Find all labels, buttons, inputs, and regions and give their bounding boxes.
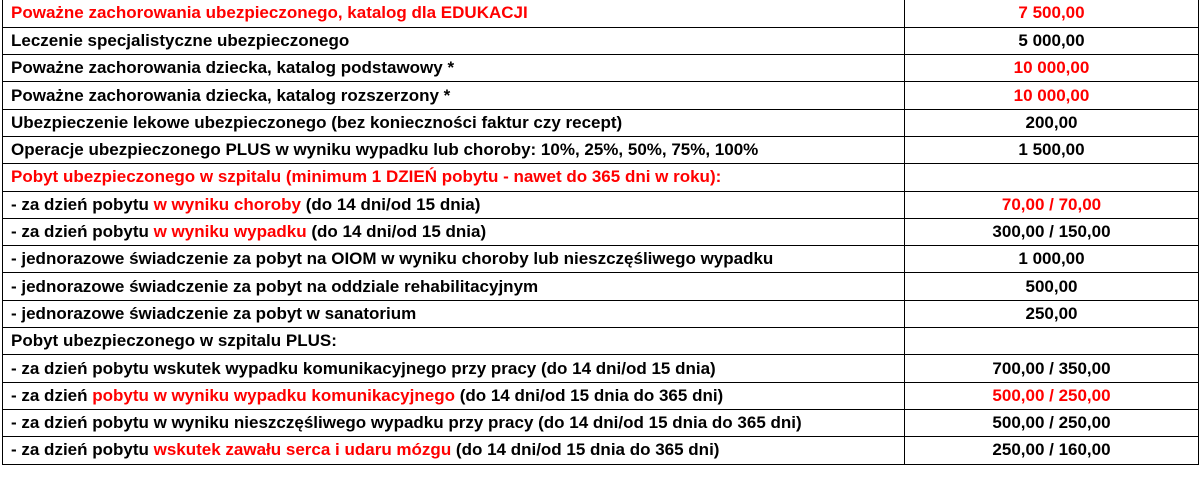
coverage-amount: 1 000,00 [905,246,1199,273]
coverage-amount: 10 000,00 [905,82,1199,109]
coverage-amount: 500,00 / 250,00 [905,382,1199,409]
coverage-description [3,55,905,82]
description-segment: - jednorazowe świadczenie za pobyt w sanatorium [11,303,417,323]
description-segment: (do 14 dni/od 15 dnia do 365 dni) [451,440,720,460]
table-row [3,109,1199,136]
description-segment: (do 14 dni/od 15 dnia) [306,222,487,242]
table-row [3,328,1199,355]
coverage-description [3,273,905,300]
description-segment: Ubezpieczenie lekowe ubezpieczonego (bez konieczności faktur czy recept) [11,112,623,132]
coverage-amount: 500,00 [905,273,1199,300]
table-row [3,273,1199,300]
description-segment: pobytu w wyniku wypadku komunikacyjnego [92,385,455,405]
coverage-description [3,218,905,245]
description-segment: w wyniku wypadku [153,222,307,242]
coverage-amount: 250,00 [905,300,1199,327]
coverage-description [3,109,905,136]
description-segment: Pobyt ubezpieczonego w szpitalu PLUS: [11,331,337,351]
table-row [3,136,1199,163]
coverage-description [3,82,905,109]
description-segment: Pobyt ubezpieczonego w szpitalu (minimum 1 DZIEŃ pobytu - nawet do 365 dni w roku): [11,167,722,187]
coverage-description [3,164,905,191]
coverage-description [3,27,905,54]
coverage-description [3,409,905,436]
table-row [3,382,1199,409]
coverage-amount [905,164,1199,191]
description-segment: - za dzień pobytu w wyniku nieszczęśliwego wypadku przy pracy (do 14 dni/od 15 dnia do 365 dni) [11,413,802,433]
table-row [3,300,1199,327]
description-segment: Operacje ubezpieczonego PLUS w wyniku wypadku lub choroby: 10%, 25%, 50%, 75%, 100% [11,140,759,160]
description-segment: - jednorazowe świadczenie za pobyt na OIOM w wyniku choroby lub nieszczęśliwego wypadku [11,249,774,269]
table-row [3,0,1199,27]
description-segment: - za dzień [11,385,93,405]
coverage-description [3,328,905,355]
description-segment: w wyniku choroby [153,194,301,214]
description-segment: (do 14 dni/od 15 dnia) [300,194,481,214]
coverage-table [2,0,1199,465]
coverage-description [3,246,905,273]
coverage-amount: 300,00 / 150,00 [905,218,1199,245]
description-segment: - za dzień pobytu [11,440,154,460]
coverage-amount: 70,00 / 70,00 [905,191,1199,218]
coverage-amount: 1 500,00 [905,136,1199,163]
coverage-description [3,437,905,464]
description-segment: (do 14 dni/od 15 dnia do 365 dni) [454,385,724,405]
coverage-description [3,300,905,327]
table-row [3,409,1199,436]
table-row [3,191,1199,218]
coverage-amount: 7 500,00 [905,0,1199,27]
description-segment: wskutek zawału serca i udaru mózgu [153,440,452,460]
table-row [3,437,1199,464]
description-segment: - za dzień pobytu wskutek wypadku komunikacyjnego przy pracy (do 14 dni/od 15 dnia) [11,358,716,378]
coverage-amount: 5 000,00 [905,27,1199,54]
description-segment: Poważne zachorowania dziecka, katalog podstawowy * [11,58,455,78]
table-row [3,27,1199,54]
coverage-description [3,382,905,409]
coverage-amount: 10 000,00 [905,55,1199,82]
description-segment: Leczenie specjalistyczne ubezpieczonego [11,30,350,50]
coverage-table-body [3,0,1199,464]
coverage-amount: 200,00 [905,109,1199,136]
coverage-description [3,191,905,218]
description-segment: - za dzień pobytu [11,222,154,242]
table-row [3,246,1199,273]
coverage-amount: 250,00 / 160,00 [905,437,1199,464]
table-row [3,55,1199,82]
table-row [3,355,1199,382]
description-segment: - za dzień pobytu [11,194,154,214]
coverage-description [3,136,905,163]
table-row [3,218,1199,245]
coverage-amount: 500,00 / 250,00 [905,409,1199,436]
description-segment: Poważne zachorowania ubezpieczonego, katalog dla EDUKACJI [11,3,528,23]
description-segment: Poważne zachorowania dziecka, katalog rozszerzony * [11,85,451,105]
table-row [3,164,1199,191]
coverage-description [3,0,905,27]
table-row [3,82,1199,109]
coverage-amount: 700,00 / 350,00 [905,355,1199,382]
description-segment: - jednorazowe świadczenie za pobyt na oddziale rehabilitacyjnym [11,276,539,296]
coverage-description [3,355,905,382]
coverage-amount [905,328,1199,355]
